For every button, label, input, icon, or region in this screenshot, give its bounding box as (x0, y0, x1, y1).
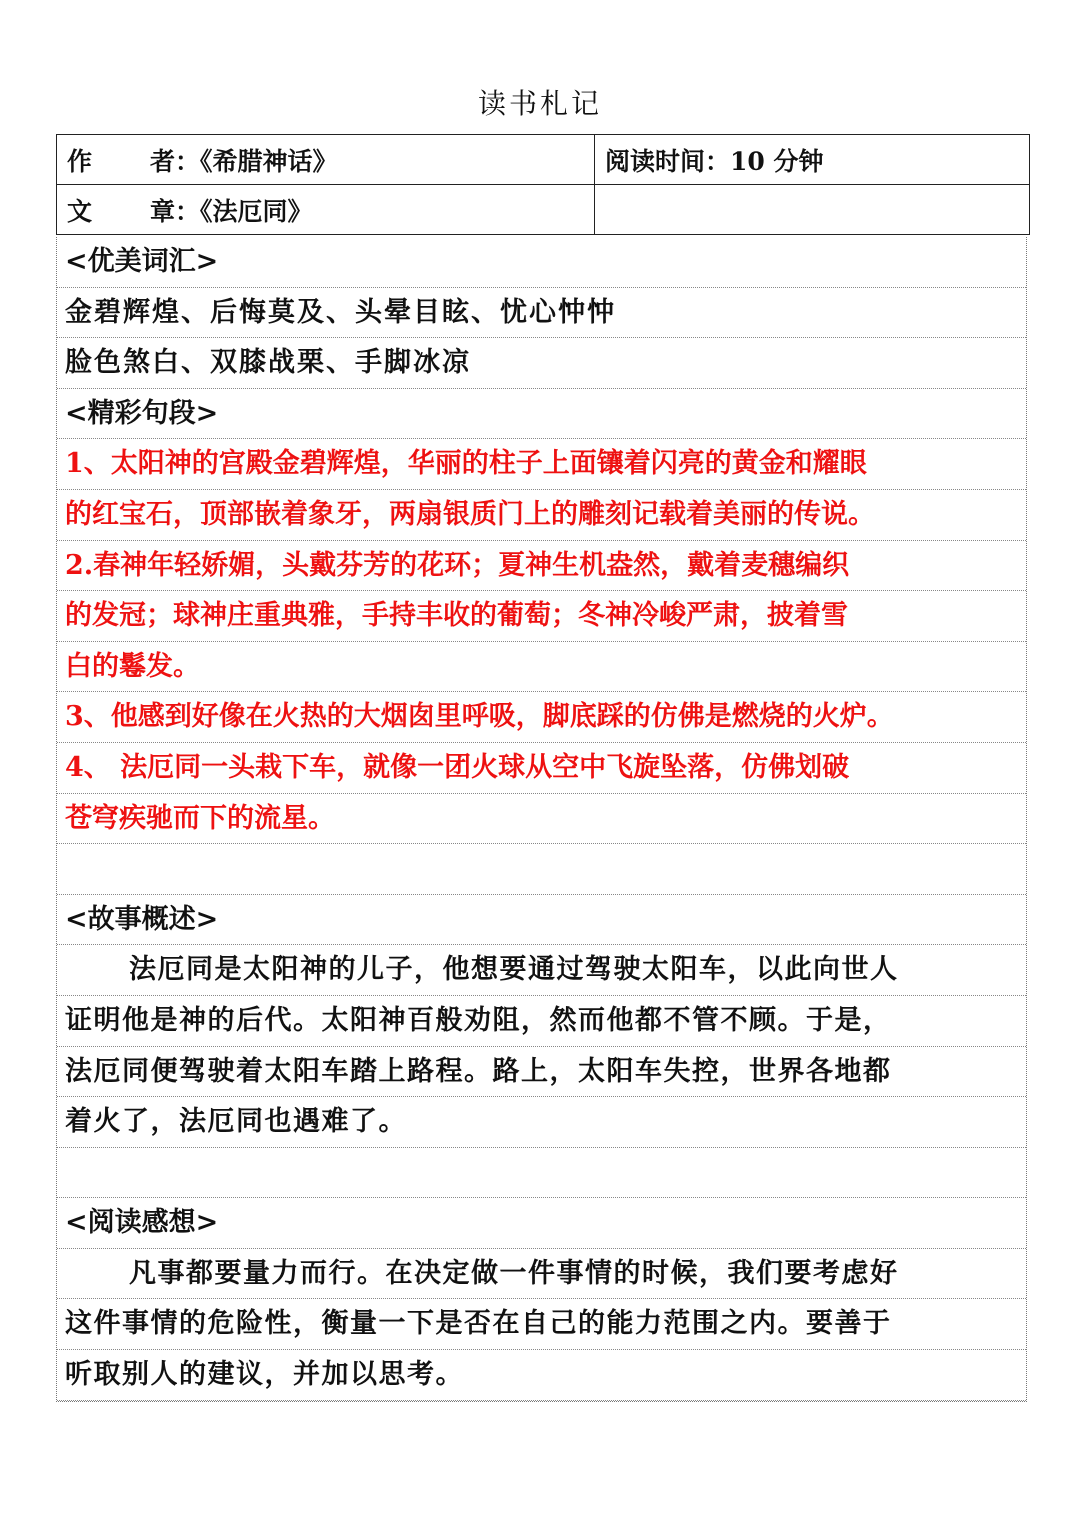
vocab-heading: <优美词汇> (57, 237, 1026, 288)
article-cell (57, 185, 595, 235)
article-label-char2: 章： (150, 196, 201, 226)
article-label-char1: 文 (67, 196, 93, 226)
sentence-line: 的红宝石，顶部嵌着象牙，两扇银质门上的雕刻记载着美丽的传说。 (57, 490, 1026, 541)
summary-line: 法厄同是太阳神的儿子，他想要通过驾驶太阳车，以此向世人 (57, 945, 1026, 996)
author-value: 《希腊神话》 (200, 146, 338, 176)
vocab-line: 金碧辉煌、后悔莫及、头晕目眩、忧心忡忡 (57, 288, 1026, 339)
sentence-line: 的发冠；球神庄重典雅，手持丰收的葡萄；冬神冷峻严肃，披着雪 (57, 591, 1026, 642)
vocab-line: 脸色煞白、双膝战栗、手脚冰凉 (57, 338, 1026, 389)
blank-line (57, 1148, 1026, 1199)
article-value: 《法厄同》 (200, 196, 313, 226)
notes-area (56, 237, 1027, 1402)
summary-line: 着火了，法厄同也遇难了。 (57, 1097, 1026, 1148)
summary-heading: <故事概述> (57, 895, 1026, 946)
thoughts-line: 凡事都要量力而行。在决定做一件事情的时候，我们要考虑好 (57, 1249, 1026, 1300)
reading-time-label: 阅读时间： (605, 146, 731, 176)
thoughts-heading: <阅读感想> (57, 1198, 1026, 1249)
sentence-line: 白的鬈发。 (57, 642, 1026, 693)
page-title: 读书札记 (477, 87, 602, 120)
sentence-line: 苍穹疾驰而下的流星。 (57, 794, 1026, 845)
author-cell (57, 135, 595, 185)
thoughts-line: 听取别人的建议，并加以思考。 (57, 1350, 1026, 1401)
summary-line: 法厄同便驾驶着太阳车踏上路程。路上，太阳车失控，世界各地都 (57, 1047, 1026, 1098)
reading-time-cell (595, 135, 1030, 185)
sentence-line: 2.春神年轻娇媚，头戴芬芳的花环；夏神生机盎然，戴着麦穗编织 (57, 541, 1026, 592)
reading-time-value: 10 分钟 (730, 146, 824, 176)
sentence-line: 1、太阳神的宫殿金碧辉煌，华丽的柱子上面镶着闪亮的黄金和耀眼 (57, 439, 1026, 490)
sentences-heading: <精彩句段> (57, 389, 1026, 440)
author-label-char2: 者： (150, 146, 201, 176)
empty-cell (595, 185, 1030, 235)
author-label-char1: 作 (67, 146, 93, 176)
info-table (56, 134, 1030, 235)
info-row-article (57, 185, 1030, 235)
thoughts-line: 这件事情的危险性，衡量一下是否在自己的能力范围之内。要善于 (57, 1299, 1026, 1350)
sentence-line: 4、 法厄同一头栽下车，就像一团火球从空中飞旋坠落，仿佛划破 (57, 743, 1026, 794)
blank-line (57, 844, 1026, 895)
sentence-line: 3、他感到好像在火热的大烟囱里呼吸，脚底踩的仿佛是燃烧的火炉。 (57, 692, 1026, 743)
info-row-author (57, 135, 1030, 185)
summary-line: 证明他是神的后代。太阳神百般劝阻，然而他都不管不顾。于是， (57, 996, 1026, 1047)
